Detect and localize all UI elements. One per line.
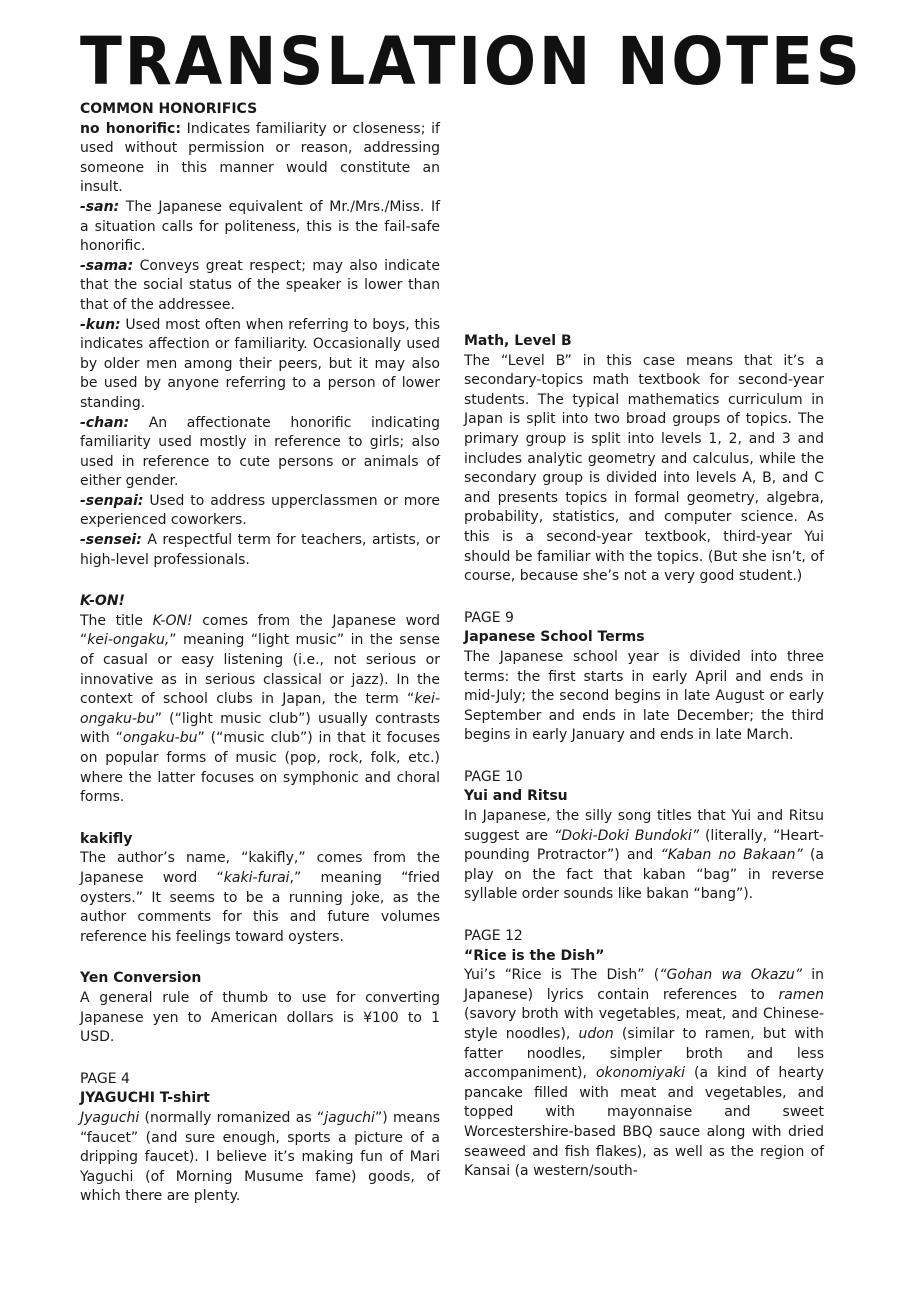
honorific-entry [80,414,440,492]
page12-heading: “Rice is the Dish” [464,947,605,964]
page-title: TRANSLATION NOTES [80,23,863,100]
right-column [464,100,824,1204]
honorific-entry [80,120,440,198]
kakifly-heading: kakifly [80,830,133,847]
math-heading: Math, Level B [464,333,572,349]
kon-body: The title K-ON! comes from the Japanese word “kei-ongaku,” meaning “light music” in the sense of casual or easy listening (i.e., not serious or innovative as in serious classical or jazz). In the context of school clubs in Japan, the term “kei-ongaku-bu” (“light music club”) usually contrasts with “ongaku-bu” (“music club”) in that it focuses on popular forms of music (pop, rock, folk, etc.) where the latter focuses on symphonic and choral forms. [80,612,440,806]
honorifics-section [80,100,440,570]
page9-body: The Japanese school year is divided into three terms: the first starts in early April and ends in mid-July; the second begins in late August or early September and ends in late December; the third begins in early January and ends in late March. [464,648,824,744]
math-body: The “Level B” in this case means that it’s a secondary-topics math textbook for second-year students. The typical mathematics curriculum in Japan is split into two broad groups of topics. The primary group is split into levels 1, 2, and 3 and includes analytic geometry and calculus, while the secondary group is divided into levels A, B, and C and presents topics in formal geometry, algebra, probability, statistics, and computer science. As this is a second-year textbook, third-year Yui should be familiar with the topics. (But she isn’t, of course, because she’s not a very good student.) [464,352,824,585]
page10-body: In Japanese, the silly song titles that Yui and Ritsu suggest are “Doki-Doki Bundoki” (literally, “Heart-pounding Protractor”) and “Kaban no Bakaan” (a play on the fact that kaban “bag” in reverse syllable order sounds like bakan “bang”). [464,808,824,903]
page10-label: PAGE 10 [464,768,523,785]
page4-section [80,1070,440,1207]
yen-body: A general rule of thumb to use for converting Japanese yen to American dollars is ¥100 to 1 USD. [80,989,440,1046]
honorific-entry [80,492,440,531]
page4-label: PAGE 4 [80,1070,130,1087]
honorific-term: -sama: [80,257,134,274]
page4-heading: JYAGUCHI T-shirt [80,1090,210,1107]
honorific-text: Used most often when referring to boys, this indicates affection or familiarity. Occasionally used by older men among their peers, but it may also be used by anyone referring to a person of lower standing. [80,316,440,411]
yen-heading: Yen Conversion [80,970,202,987]
kakifly-section [80,830,440,948]
honorific-entry [80,257,440,316]
honorific-entry [80,531,440,570]
page9-heading: Japanese School Terms [464,629,645,646]
kon-section [80,592,440,808]
page9-label: PAGE 9 [464,609,514,626]
page4-body: Jyaguchi (normally romanized as “jaguchi”) means “faucet” (and sure enough, sports a picture of a dripping faucet). I believe it’s making fun of Mari Yaguchi (of Morning Musume fame) goods, of which there are plenty. [80,1109,440,1205]
honorifics-heading: COMMON HONORIFICS [80,101,258,117]
page10-section [464,768,824,905]
honorific-text: Indicates familiarity or closeness; if used without permission or reason, addressing someone in this manner would constitute an insult. [80,120,440,196]
page12-section [464,927,824,1182]
left-column [80,100,440,1229]
math-section [464,332,824,587]
honorific-text: An affectionate honorific indicating familiarity used mostly in reference to girls; also used in reference to cute persons or animals of either gender. [80,414,440,490]
honorific-text: A respectful term for teachers, artists, or high-level professionals. [80,532,440,568]
honorific-term: no honorific: [80,120,181,137]
page10-heading: Yui and Ritsu [464,788,568,805]
kakifly-body: The author’s name, “kakifly,” comes from the Japanese word “kaki-furai,” meaning “fried oysters.” It seems to be a running joke, as the author comments for this and future volumes reference his feelings toward oysters. [80,850,440,945]
honorific-term: -senpai: [80,492,144,509]
honorific-entry [80,316,440,414]
honorific-term: -kun: [80,316,121,333]
honorific-text: Conveys great respect; may also indicate that the social status of the speaker is lower than that of the addressee. [80,257,440,313]
honorific-term: -chan: [80,414,130,431]
kon-heading: K-ON! [80,593,125,610]
page9-section [464,609,824,746]
page12-body: Yui’s “Rice is The Dish” (“Gohan wa Okazu” in Japanese) lyrics contain references to ramen (savory broth with vegetables, meat, and Chinese-style noodles), udon (similar to ramen, but with fatter noodles, simpler broth and less accompaniment), okonomiyaki (a kind of hearty pancake filled with meat and vegetables, and topped with mayonnaise and sweet Worcestershire-based BBQ sauce along with dried seaweed and fish flakes), as well as the region of Kansai (a western/south- [464,967,824,1180]
honorific-entry [80,198,440,257]
honorific-term: -san: [80,198,120,215]
page12-label: PAGE 12 [464,928,523,945]
yen-section [80,969,440,1047]
honorific-term: -sensei: [80,532,142,549]
honorific-text: The Japanese equivalent of Mr./Mrs./Miss. If a situation calls for politeness, this is the fail-safe honorific. [80,198,440,255]
honorific-text: Used to address upperclassmen or more experienced coworkers. [80,492,440,529]
